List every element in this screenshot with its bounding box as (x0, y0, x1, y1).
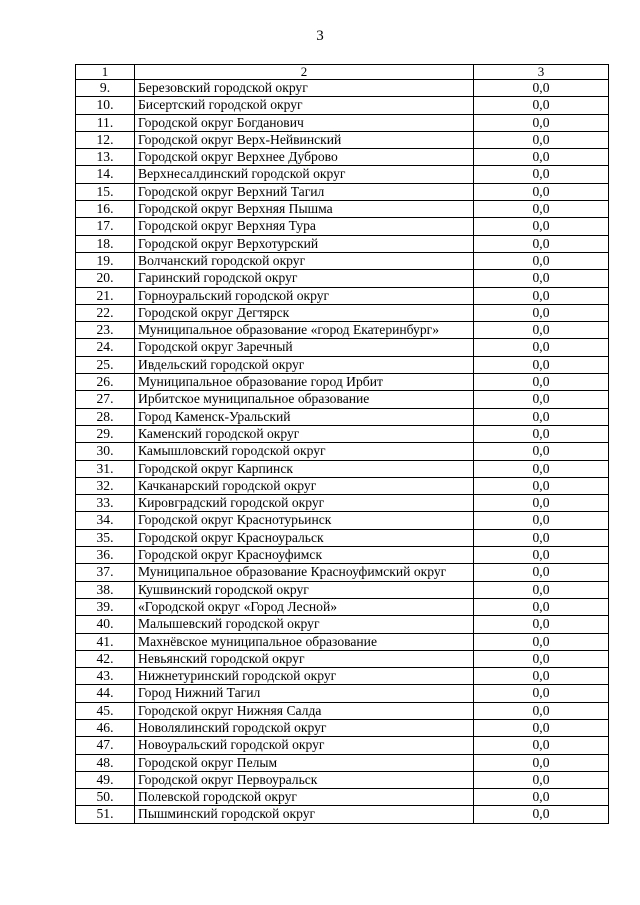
row-value: 0,0 (474, 97, 609, 114)
row-value: 0,0 (474, 460, 609, 477)
municipality-name: Городской округ Красноуфимск (135, 547, 474, 564)
row-value: 0,0 (474, 547, 609, 564)
row-number: 32. (76, 477, 135, 494)
municipality-name: Березовский городской округ (135, 80, 474, 97)
row-number: 45. (76, 702, 135, 719)
row-number: 48. (76, 754, 135, 771)
row-number: 29. (76, 425, 135, 442)
table-row (76, 668, 609, 685)
row-number: 23. (76, 322, 135, 339)
table-row (76, 339, 609, 356)
row-number: 36. (76, 547, 135, 564)
row-value: 0,0 (474, 702, 609, 719)
table-row (76, 304, 609, 321)
row-number: 10. (76, 97, 135, 114)
row-value: 0,0 (474, 183, 609, 200)
row-value: 0,0 (474, 737, 609, 754)
column-header-name: 2 (135, 65, 474, 80)
municipality-name: Городской округ Нижняя Салда (135, 702, 474, 719)
municipality-name: Бисертский городской округ (135, 97, 474, 114)
municipality-name: Полевской городской округ (135, 789, 474, 806)
table-row (76, 477, 609, 494)
municipality-name: Городской округ Дегтярск (135, 304, 474, 321)
table-row (76, 183, 609, 200)
row-value: 0,0 (474, 408, 609, 425)
row-number: 30. (76, 443, 135, 460)
row-value: 0,0 (474, 564, 609, 581)
row-number: 28. (76, 408, 135, 425)
row-number: 14. (76, 166, 135, 183)
municipality-name: Каменский городской округ (135, 425, 474, 442)
row-value: 0,0 (474, 529, 609, 546)
row-value: 0,0 (474, 512, 609, 529)
row-value: 0,0 (474, 287, 609, 304)
column-header-number: 1 (76, 65, 135, 80)
municipality-name: Кушвинский городской округ (135, 581, 474, 598)
municipality-name: Нижнетуринский городской округ (135, 668, 474, 685)
row-number: 24. (76, 339, 135, 356)
municipality-name: «Городской округ «Город Лесной» (135, 598, 474, 615)
row-number: 9. (76, 80, 135, 97)
municipality-table (75, 64, 609, 824)
municipality-name: Город Каменск-Уральский (135, 408, 474, 425)
row-number: 16. (76, 201, 135, 218)
row-value: 0,0 (474, 443, 609, 460)
table-row (76, 356, 609, 373)
municipality-name: Горноуральский городской округ (135, 287, 474, 304)
municipality-name: Гаринский городской округ (135, 270, 474, 287)
row-number: 15. (76, 183, 135, 200)
table-row (76, 97, 609, 114)
table-row (76, 616, 609, 633)
row-number: 19. (76, 252, 135, 269)
row-value: 0,0 (474, 356, 609, 373)
table-row (76, 529, 609, 546)
row-number: 25. (76, 356, 135, 373)
municipality-name: Кировградский городской округ (135, 495, 474, 512)
row-number: 31. (76, 460, 135, 477)
row-number: 38. (76, 581, 135, 598)
row-number: 39. (76, 598, 135, 615)
row-value: 0,0 (474, 668, 609, 685)
municipality-name: Ирбитское муниципальное образование (135, 391, 474, 408)
row-number: 21. (76, 287, 135, 304)
table-row (76, 425, 609, 442)
table-row (76, 581, 609, 598)
row-number: 33. (76, 495, 135, 512)
table-row (76, 322, 609, 339)
municipality-name: Камышловский городской округ (135, 443, 474, 460)
municipality-name: Городской округ Верхнее Дуброво (135, 149, 474, 166)
table-row (76, 201, 609, 218)
row-number: 12. (76, 131, 135, 148)
table-row (76, 564, 609, 581)
row-number: 27. (76, 391, 135, 408)
municipality-name: Волчанский городской округ (135, 252, 474, 269)
row-number: 22. (76, 304, 135, 321)
table-row (76, 374, 609, 391)
row-value: 0,0 (474, 218, 609, 235)
table-row (76, 114, 609, 131)
row-value: 0,0 (474, 374, 609, 391)
row-number: 26. (76, 374, 135, 391)
table-row (76, 166, 609, 183)
table-row (76, 512, 609, 529)
row-number: 50. (76, 789, 135, 806)
municipality-name: Городской округ Карпинск (135, 460, 474, 477)
row-number: 47. (76, 737, 135, 754)
municipality-name: Городской округ Верхняя Тура (135, 218, 474, 235)
table-row (76, 443, 609, 460)
municipality-name: Городской округ Верх-Нейвинский (135, 131, 474, 148)
municipality-name: Невьянский городской округ (135, 650, 474, 667)
row-value: 0,0 (474, 322, 609, 339)
table-row (76, 598, 609, 615)
municipality-name: Город Нижний Тагил (135, 685, 474, 702)
row-value: 0,0 (474, 581, 609, 598)
row-value: 0,0 (474, 425, 609, 442)
municipality-name: Малышевский городской округ (135, 616, 474, 633)
row-value: 0,0 (474, 598, 609, 615)
municipality-name: Ивдельский городской округ (135, 356, 474, 373)
table-row (76, 235, 609, 252)
row-number: 13. (76, 149, 135, 166)
municipality-name: Новолялинский городской округ (135, 719, 474, 736)
municipality-name: Муниципальное образование «город Екатеринбург» (135, 322, 474, 339)
table-row (76, 737, 609, 754)
row-number: 40. (76, 616, 135, 633)
row-number: 42. (76, 650, 135, 667)
row-value: 0,0 (474, 149, 609, 166)
table-row (76, 547, 609, 564)
row-number: 37. (76, 564, 135, 581)
row-value: 0,0 (474, 339, 609, 356)
row-value: 0,0 (474, 806, 609, 823)
row-value: 0,0 (474, 131, 609, 148)
row-number: 51. (76, 806, 135, 823)
row-number: 35. (76, 529, 135, 546)
row-value: 0,0 (474, 252, 609, 269)
row-value: 0,0 (474, 270, 609, 287)
table-row (76, 771, 609, 788)
row-value: 0,0 (474, 80, 609, 97)
row-value: 0,0 (474, 685, 609, 702)
municipality-name: Пышминский городской округ (135, 806, 474, 823)
column-header-value: 3 (474, 65, 609, 80)
municipality-name: Качканарский городской округ (135, 477, 474, 494)
page-number: 3 (316, 28, 324, 44)
row-value: 0,0 (474, 616, 609, 633)
row-number: 43. (76, 668, 135, 685)
row-number: 18. (76, 235, 135, 252)
table-header-row (76, 65, 609, 80)
row-value: 0,0 (474, 754, 609, 771)
row-number: 46. (76, 719, 135, 736)
row-number: 49. (76, 771, 135, 788)
municipality-name: Муниципальное образование Красноуфимский округ (135, 564, 474, 581)
table-row (76, 719, 609, 736)
row-number: 20. (76, 270, 135, 287)
municipality-name: Муниципальное образование город Ирбит (135, 374, 474, 391)
row-value: 0,0 (474, 633, 609, 650)
municipality-name: Городской округ Краснотурьинск (135, 512, 474, 529)
row-number: 41. (76, 633, 135, 650)
table-row (76, 287, 609, 304)
table-row (76, 270, 609, 287)
row-number: 11. (76, 114, 135, 131)
table-row (76, 391, 609, 408)
row-value: 0,0 (474, 789, 609, 806)
table-row (76, 702, 609, 719)
row-number: 44. (76, 685, 135, 702)
row-value: 0,0 (474, 166, 609, 183)
municipality-name: Городской округ Верхняя Пышма (135, 201, 474, 218)
row-value: 0,0 (474, 719, 609, 736)
row-value: 0,0 (474, 235, 609, 252)
row-value: 0,0 (474, 114, 609, 131)
row-value: 0,0 (474, 650, 609, 667)
table-row (76, 149, 609, 166)
municipality-name: Новоуральский городской округ (135, 737, 474, 754)
table-row (76, 460, 609, 477)
row-value: 0,0 (474, 771, 609, 788)
row-value: 0,0 (474, 304, 609, 321)
municipality-name: Городской округ Красноуральск (135, 529, 474, 546)
table-row (76, 131, 609, 148)
municipality-name: Верхнесалдинский городской округ (135, 166, 474, 183)
row-number: 17. (76, 218, 135, 235)
table-row (76, 408, 609, 425)
table-row (76, 495, 609, 512)
row-value: 0,0 (474, 477, 609, 494)
table-row (76, 806, 609, 823)
municipality-name: Городской округ Богданович (135, 114, 474, 131)
row-value: 0,0 (474, 495, 609, 512)
table-row (76, 80, 609, 97)
row-value: 0,0 (474, 201, 609, 218)
municipality-name: Махнёвское муниципальное образование (135, 633, 474, 650)
row-value: 0,0 (474, 391, 609, 408)
row-number: 34. (76, 512, 135, 529)
table-row (76, 633, 609, 650)
table-row (76, 650, 609, 667)
table-row (76, 252, 609, 269)
municipality-name: Городской округ Первоуральск (135, 771, 474, 788)
table-row (76, 685, 609, 702)
municipality-name: Городской округ Пелым (135, 754, 474, 771)
table-row (76, 218, 609, 235)
table-row (76, 789, 609, 806)
municipality-name: Городской округ Верхотурский (135, 235, 474, 252)
municipality-name: Городской округ Заречный (135, 339, 474, 356)
table-row (76, 754, 609, 771)
municipality-name: Городской округ Верхний Тагил (135, 183, 474, 200)
